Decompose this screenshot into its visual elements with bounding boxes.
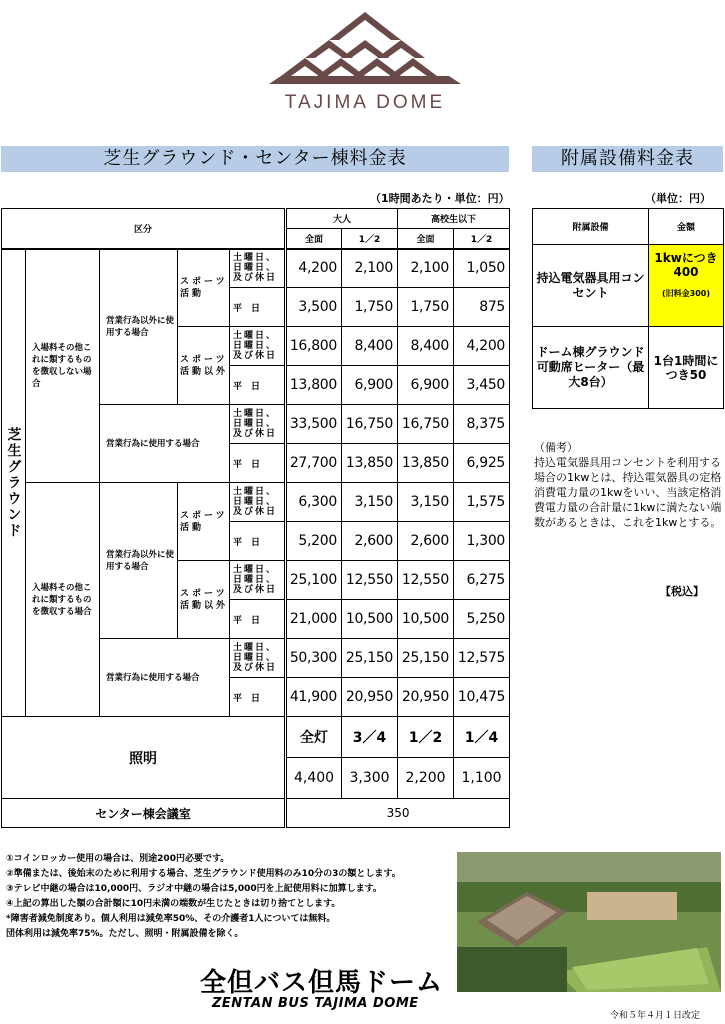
outlet-fee-cell — [649, 245, 724, 327]
group-no-admission: 入場料その他これに類するものを徴収しない場合 — [26, 249, 100, 483]
fee-cell: 12,575 — [454, 639, 510, 678]
fee-cell: 13,800 — [286, 366, 342, 405]
fee-cell: 2,600 — [342, 522, 398, 561]
outlet-item: 持込電気器具用コンセント — [533, 245, 649, 327]
fee-cell: 5,250 — [454, 600, 510, 639]
fee-cell: 6,300 — [286, 483, 342, 522]
header-kubun: 区分 — [2, 209, 286, 249]
fee-cell: 2,100 — [342, 249, 398, 288]
remarks-body: 持込電気器具用コンセントを利用する場合の1kwとは、持込電気器具の定格消費電力量の1kwをいい、当該定格消費電力量の合計量に1kwに満たない端数があるときは、これを1kwとする。 — [534, 456, 722, 529]
heater-fee: 1台1時間につき50 — [649, 327, 724, 409]
sports-label: スポーツ活動 — [178, 249, 230, 327]
fee-cell: 25,150 — [398, 639, 454, 678]
fee-cell: 16,750 — [398, 405, 454, 444]
fee-cell: 6,275 — [454, 561, 510, 600]
fee-cell: 10,500 — [342, 600, 398, 639]
fee-cell: 4,200 — [454, 327, 510, 366]
lighting-head: 全灯 — [286, 717, 342, 758]
footer-logo-en: ZENTAN BUS TAJIMA DOME — [212, 996, 419, 1011]
lighting-label: 照明 — [2, 717, 286, 799]
remarks-title: （備考） — [534, 441, 578, 454]
equipment-fee-table — [532, 208, 724, 409]
fee-cell: 27,700 — [286, 444, 342, 483]
fee-cell: 41,900 — [286, 678, 342, 717]
holiday-label: 土曜日、日曜日、及び休日 — [230, 405, 286, 444]
holiday-label: 土曜日、日曜日、及び休日 — [230, 639, 286, 678]
weekday-label: 平日 — [230, 600, 286, 639]
fee-cell: 50,300 — [286, 639, 342, 678]
fee-cell: 3,500 — [286, 288, 342, 327]
non-business-label: 営業行為以外に使用する場合 — [100, 483, 178, 639]
fee-cell: 4,200 — [286, 249, 342, 288]
fee-cell: 20,950 — [398, 678, 454, 717]
fee-cell: 25,150 — [342, 639, 398, 678]
note-item: ①コインロッカー使用の場合は、別途200円必要です。 — [6, 854, 230, 864]
lighting-head: 1／4 — [454, 717, 510, 758]
weekday-label: 平日 — [230, 288, 286, 327]
sports-label: スポーツ活動 — [178, 483, 230, 561]
fee-cell: 13,850 — [342, 444, 398, 483]
main-unit-note: （1時間あたり・単位：円） — [370, 192, 510, 205]
header-full: 全面 — [286, 229, 342, 249]
weekday-label: 平日 — [230, 678, 286, 717]
brand-wordmark: TAJIMA DOME — [284, 92, 446, 113]
fee-cell: 5,200 — [286, 522, 342, 561]
note-item: 団体利用は減免率75%。ただし、照明・附属設備を除く。 — [6, 929, 244, 939]
non-sports-label: スポーツ活動以外 — [178, 561, 230, 639]
fee-header: 金額 — [649, 209, 724, 245]
header-half: 1／2 — [342, 229, 398, 249]
heater-item: ドーム棟グラウンド可動席ヒーター（最大8台） — [533, 327, 649, 409]
fee-cell: 1,050 — [454, 249, 510, 288]
fee-cell: 8,375 — [454, 405, 510, 444]
fee-cell: 3,150 — [398, 483, 454, 522]
outlet-fee: 1kwにつき400 — [654, 251, 718, 279]
fee-cell: 25,100 — [286, 561, 342, 600]
fee-cell: 12,550 — [398, 561, 454, 600]
fee-cell: 13,850 — [398, 444, 454, 483]
revision-date: 令和５年４月１日改定 — [610, 1011, 701, 1021]
lighting-fee: 3,300 — [342, 758, 398, 799]
lighting-fee: 2,200 — [398, 758, 454, 799]
fee-cell: 1,750 — [398, 288, 454, 327]
side-unit-note: （単位：円） — [645, 192, 711, 205]
fee-cell: 33,500 — [286, 405, 342, 444]
holiday-label: 土曜日、日曜日、及び休日 — [230, 327, 286, 366]
lighting-fee: 1,100 — [454, 758, 510, 799]
non-business-label: 営業行為以外に使用する場合 — [100, 249, 178, 405]
fee-cell: 8,400 — [398, 327, 454, 366]
fee-table — [1, 208, 510, 828]
lighting-head: 1／2 — [398, 717, 454, 758]
notes — [6, 852, 456, 942]
business-label: 営業行為に使用する場合 — [100, 639, 230, 717]
fee-cell: 8,400 — [342, 327, 398, 366]
aerial-photo — [457, 852, 721, 992]
holiday-label: 土曜日、日曜日、及び休日 — [230, 561, 286, 600]
business-label: 営業行為に使用する場合 — [100, 405, 230, 483]
fee-cell: 3,450 — [454, 366, 510, 405]
turf-ground-label: 芝生グラウンド — [2, 249, 26, 717]
tajima-dome-logo — [245, 12, 485, 98]
fee-cell: 10,500 — [398, 600, 454, 639]
fee-cell: 20,950 — [342, 678, 398, 717]
equipment-header: 附属設備 — [533, 209, 649, 245]
note-item: *障害者減免制度あり。個人利用は減免率50%、その介護者1人については無料。 — [6, 914, 336, 924]
fee-cell: 3,150 — [342, 483, 398, 522]
note-item: ②準備または、後始末のために利用する場合、芝生グラウンド使用料のみ10分の3の額とします。 — [6, 869, 401, 879]
header-half: 1／2 — [454, 229, 510, 249]
weekday-label: 平日 — [230, 444, 286, 483]
header-student: 高校生以下 — [398, 209, 510, 229]
main-fee-banner: 芝生グラウンド・センター棟料金表 — [1, 146, 509, 172]
fee-cell: 10,475 — [454, 678, 510, 717]
fee-cell: 1,750 — [342, 288, 398, 327]
conference-room-label: センター棟会議室 — [2, 799, 286, 828]
lighting-head: 3／4 — [342, 717, 398, 758]
fee-cell: 12,550 — [342, 561, 398, 600]
fee-cell: 21,000 — [286, 600, 342, 639]
fee-cell: 16,750 — [342, 405, 398, 444]
note-item: ③テレビ中継の場合は10,000円、ラジオ中継の場合は5,000円を上記使用料に加算します。 — [6, 884, 382, 894]
fee-cell: 6,925 — [454, 444, 510, 483]
lighting-fee: 4,400 — [286, 758, 342, 799]
remarks — [534, 440, 724, 530]
group-with-admission: 入場料その他これに類するものを徴収する場合 — [26, 483, 100, 717]
fee-cell: 16,800 — [286, 327, 342, 366]
fee-cell: 1,575 — [454, 483, 510, 522]
non-sports-label: スポーツ活動以外 — [178, 327, 230, 405]
fee-cell: 6,900 — [342, 366, 398, 405]
outlet-old-fee: (旧料金300) — [661, 289, 710, 298]
header-full: 全面 — [398, 229, 454, 249]
footer-logo-jp: 全但バス但馬ドーム — [200, 968, 444, 998]
fee-cell: 6,900 — [398, 366, 454, 405]
note-item: ④上記の算出した額の合計額に10円未満の端数が生じたときは切り捨てとします。 — [6, 899, 341, 909]
fee-cell: 2,100 — [398, 249, 454, 288]
weekday-label: 平日 — [230, 366, 286, 405]
header-adult: 大人 — [286, 209, 398, 229]
tax-included-note: 【税込】 — [660, 585, 704, 598]
fee-cell: 1,300 — [454, 522, 510, 561]
equipment-fee-banner: 附属設備料金表 — [532, 146, 723, 172]
fee-cell: 2,600 — [398, 522, 454, 561]
conference-room-fee: 350 — [286, 799, 510, 828]
holiday-label: 土曜日、日曜日、及び休日 — [230, 249, 286, 288]
fee-cell: 875 — [454, 288, 510, 327]
weekday-label: 平日 — [230, 522, 286, 561]
holiday-label: 土曜日、日曜日、及び休日 — [230, 483, 286, 522]
